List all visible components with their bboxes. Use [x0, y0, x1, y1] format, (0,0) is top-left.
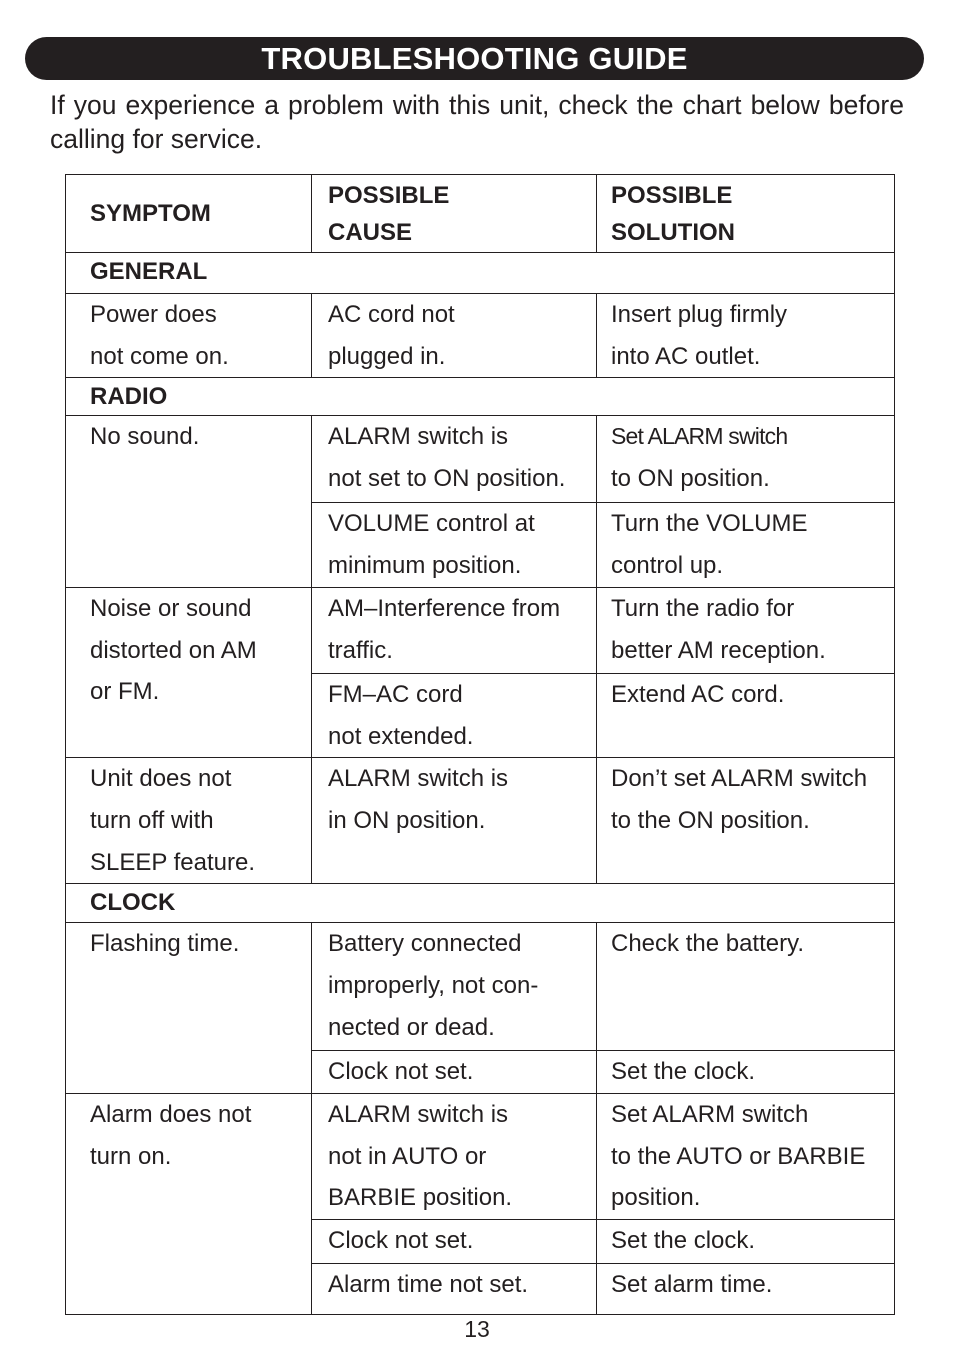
- cause-cell: Clock not set.: [312, 1051, 597, 1094]
- symptom-cell: Noise or sound distorted on AM or FM.: [66, 587, 312, 757]
- solution-cell: Set the clock.: [597, 1220, 895, 1264]
- table-row: [66, 587, 895, 673]
- solution-cell: Set ALARM switch to ON position.: [597, 416, 895, 503]
- section-row-clock: [66, 884, 895, 923]
- header-possible-cause: POSSIBLE CAUSE: [312, 175, 597, 253]
- symptom-cell: Power does not come on.: [66, 294, 312, 378]
- solution-cell: Don’t set ALARM switch to the ON position.: [597, 758, 895, 884]
- section-heading-clock: CLOCK: [66, 884, 895, 923]
- solution-cell: Turn the radio for better AM reception.: [597, 587, 895, 673]
- page-title: TROUBLESHOOTING GUIDE: [261, 41, 688, 76]
- title-banner: [25, 37, 924, 80]
- intro-text: If you experience a problem with this unit, check the chart below before calling for service.: [50, 90, 904, 154]
- cause-cell: ALARM switch is in ON position.: [312, 758, 597, 884]
- table-row: [66, 416, 895, 503]
- symptom-cell: Unit does not turn off with SLEEP feature.: [66, 758, 312, 884]
- section-heading-radio: RADIO: [66, 378, 895, 416]
- cause-cell: ALARM switch is not in AUTO or BARBIE position.: [312, 1094, 597, 1220]
- table-header-row: [66, 175, 895, 253]
- cause-cell: Clock not set.: [312, 1220, 597, 1264]
- table-row: [66, 294, 895, 378]
- symptom-cell: Alarm does not turn on.: [66, 1094, 312, 1315]
- table-row: [66, 1094, 895, 1220]
- cause-cell: Alarm time not set.: [312, 1264, 597, 1315]
- symptom-cell: No sound.: [66, 416, 312, 587]
- symptom-cell: Flashing time.: [66, 923, 312, 1094]
- cause-cell: AC cord not plugged in.: [312, 294, 597, 378]
- header-possible-solution: POSSIBLE SOLUTION: [597, 175, 895, 253]
- cause-cell: ALARM switch is not set to ON position.: [312, 416, 597, 503]
- cause-cell: FM–AC cord not extended.: [312, 673, 597, 757]
- section-row-general: [66, 253, 895, 294]
- solution-cell: Set the clock.: [597, 1051, 895, 1094]
- page-number: 13: [464, 1316, 490, 1342]
- solution-cell: Insert plug firmly into AC outlet.: [597, 294, 895, 378]
- table-row: [66, 758, 895, 884]
- cause-cell: VOLUME control at minimum position.: [312, 503, 597, 587]
- section-heading-general: GENERAL: [66, 253, 895, 294]
- cause-cell: AM–Interference from traffic.: [312, 587, 597, 673]
- troubleshooting-table: [65, 174, 895, 1315]
- solution-cell: Extend AC cord.: [597, 673, 895, 757]
- cause-cell: Battery connected improperly, not con- nected or dead.: [312, 923, 597, 1051]
- solution-cell: Check the battery.: [597, 923, 895, 1051]
- table-row: [66, 923, 895, 1051]
- header-symptom: SYMPTOM: [66, 175, 312, 253]
- solution-cell: Set alarm time.: [597, 1264, 895, 1315]
- solution-cell: Set ALARM switch to the AUTO or BARBIE position.: [597, 1094, 895, 1220]
- section-row-radio: [66, 378, 895, 416]
- solution-cell: Turn the VOLUME control up.: [597, 503, 895, 587]
